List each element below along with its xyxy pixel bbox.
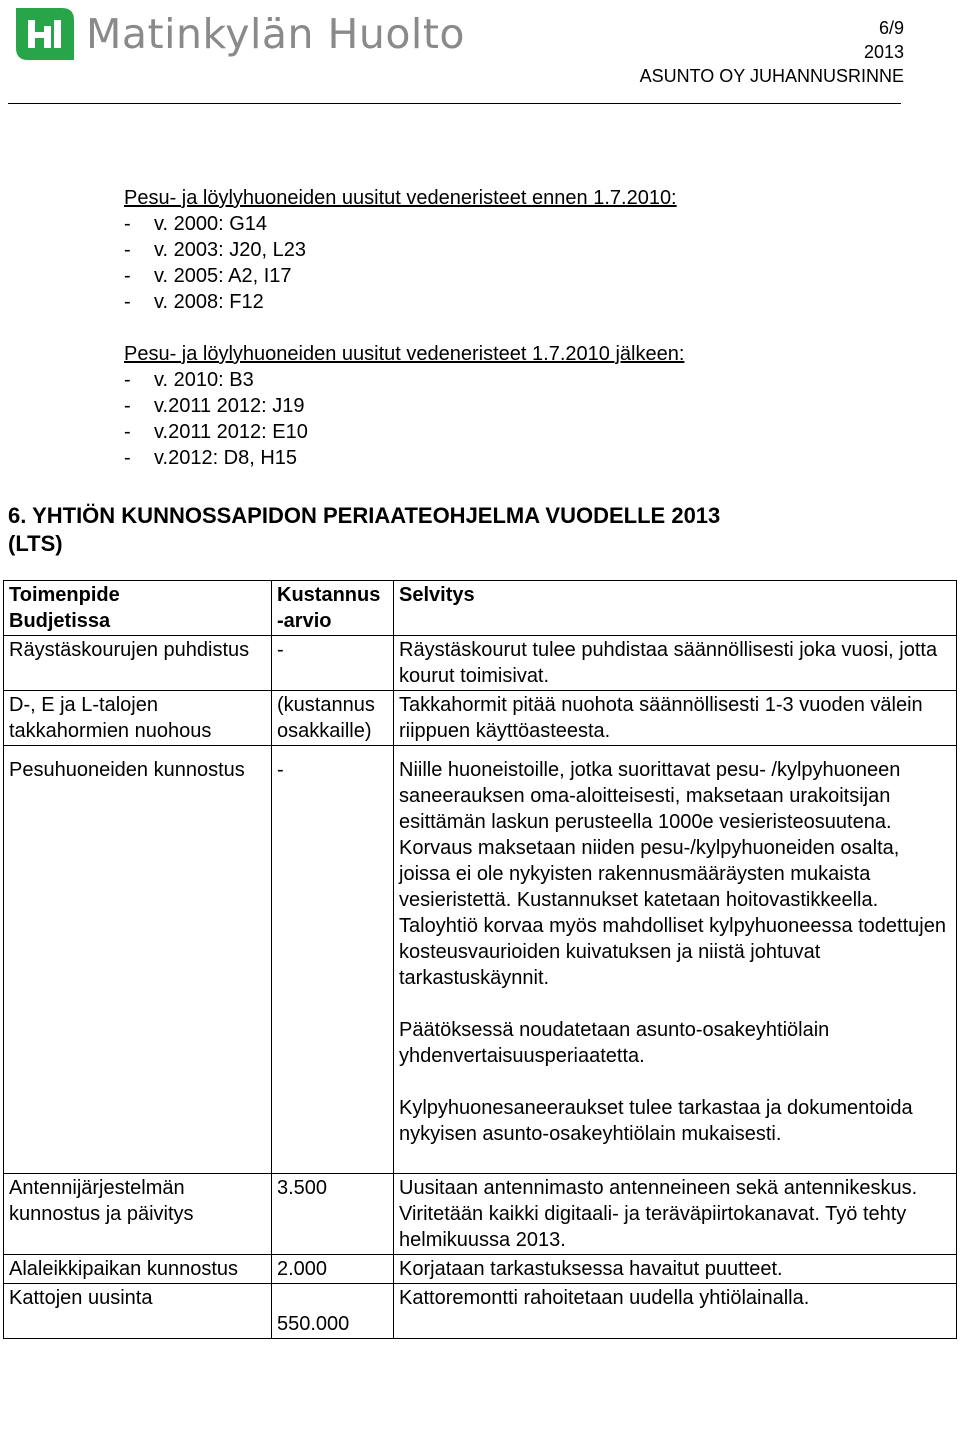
page-number: 6/9 bbox=[878, 18, 904, 38]
list-item: - v. 2000: G14 bbox=[124, 213, 268, 235]
row-action: D-, E ja L-talojen takkahormien nuohous bbox=[4, 691, 272, 746]
description-paragraph: Päätöksessä noudatetaan asunto-osakeyhtiölain yhdenvertaisuusperiaatetta. bbox=[399, 1019, 830, 1067]
table-header-row bbox=[4, 581, 957, 636]
row-cost: 550.000 bbox=[272, 1284, 394, 1339]
row-description: Korjataan tarkastuksessa havaitut puutteet. bbox=[394, 1255, 957, 1284]
row-cost: 2.000 bbox=[272, 1255, 394, 1284]
table-row bbox=[4, 1255, 957, 1284]
list-item: - v.2011 2012: J19 bbox=[124, 395, 305, 417]
section-heading-line2: (LTS) bbox=[8, 531, 63, 556]
header-description: Selvitys bbox=[394, 581, 957, 636]
list-item: - v.2012: D8, H15 bbox=[124, 447, 298, 469]
company-name: ASUNTO OY JUHANNUSRINNE bbox=[639, 66, 904, 86]
row-action: Pesuhuoneiden kunnostus bbox=[4, 746, 272, 1174]
list-item: - v. 2008: F12 bbox=[124, 291, 264, 313]
list-item: - v. 2010: B3 bbox=[124, 369, 254, 391]
matinkylan-huolto-logo-icon bbox=[8, 6, 76, 62]
after-section-list bbox=[124, 367, 308, 471]
row-action: Kattojen uusinta bbox=[4, 1284, 272, 1339]
row-action: Räystäskourujen puhdistus bbox=[4, 636, 272, 691]
header-cost: Kustannus -arvio bbox=[272, 581, 394, 636]
header-divider bbox=[8, 103, 901, 104]
logo-text: Matinkylän Huolto bbox=[86, 10, 465, 58]
table-row bbox=[4, 691, 957, 746]
row-cost: 3.500 bbox=[272, 1174, 394, 1255]
row-description bbox=[394, 746, 957, 1174]
list-item: - v. 2003: J20, L23 bbox=[124, 239, 306, 261]
description-paragraph: Niille huoneistoille, jotka suorittavat pesu- /kylpyhuoneen saneerauksen oma-aloitteisesti, maksetaan urakoitsijan esittämän laskun perusteella 1000e vesieristeosuutena. Korvaus maksetaan niiden pesu-/kylpyhuoneiden osalta, joissa ei ole nykyisten rakennusmääräysten mukaista vesieristettä. Kustannukset katetaan hoitovastikkeella. Taloyhtiö korvaa myös mahdolliset kylpyhuoneessa todettujen kosteusvaurioiden kuivatuksen ja niistä johtuvat tarkastuskäynnit. bbox=[399, 759, 946, 989]
company-logo bbox=[8, 6, 465, 62]
list-item: - v. 2005: A2, I17 bbox=[124, 265, 292, 287]
header-action: Toimenpide Budjetissa bbox=[4, 581, 272, 636]
row-description: Räystäskourut tulee puhdistaa säännöllisesti joka vuosi, jotta kourut toimisivat. bbox=[394, 636, 957, 691]
table-row bbox=[4, 1284, 957, 1339]
row-cost: (kustannus osakkaille) bbox=[272, 691, 394, 746]
row-description: Kattoremontti rahoitetaan uudella yhtiölainalla. bbox=[394, 1284, 957, 1339]
after-section-title: Pesu- ja löylyhuoneiden uusitut vedeneristeet 1.7.2010 jälkeen: bbox=[124, 343, 685, 365]
before-section-title: Pesu- ja löylyhuoneiden uusitut vedeneristeet ennen 1.7.2010: bbox=[124, 187, 677, 209]
row-description: Takkahormit pitää nuohota säännöllisesti 1-3 vuoden välein riippuen käyttöasteesta. bbox=[394, 691, 957, 746]
row-action: Antennijärjestelmän kunnostus ja päivitys bbox=[4, 1174, 272, 1255]
table-row bbox=[4, 1174, 957, 1255]
description-paragraph: Kylpyhuonesaneeraukset tulee tarkastaa ja dokumentoida nykyisen asunto-osakeyhtiölain mukaisesti. bbox=[399, 1097, 913, 1145]
section-heading bbox=[8, 502, 720, 558]
row-cost: - bbox=[272, 746, 394, 1174]
list-item: - v.2011 2012: E10 bbox=[124, 421, 308, 443]
maintenance-plan-table bbox=[3, 580, 957, 1339]
before-section-list bbox=[124, 211, 306, 315]
table-row bbox=[4, 746, 957, 1174]
row-action: Alaleikkipaikan kunnostus bbox=[4, 1255, 272, 1284]
header-info bbox=[640, 16, 904, 88]
row-cost: - bbox=[272, 636, 394, 691]
row-description: Uusitaan antennimasto antenneineen sekä antennikeskus. Viritetään kaikki digitaali- ja teräväpiirtokanavat. Työ tehty helmikuussa 2013. bbox=[394, 1174, 957, 1255]
header-year: 2013 bbox=[863, 42, 904, 62]
section-heading-line1: 6. YHTIÖN KUNNOSSAPIDON PERIAATEOHJELMA VUODELLE 2013 bbox=[8, 503, 721, 528]
table-row bbox=[4, 636, 957, 691]
